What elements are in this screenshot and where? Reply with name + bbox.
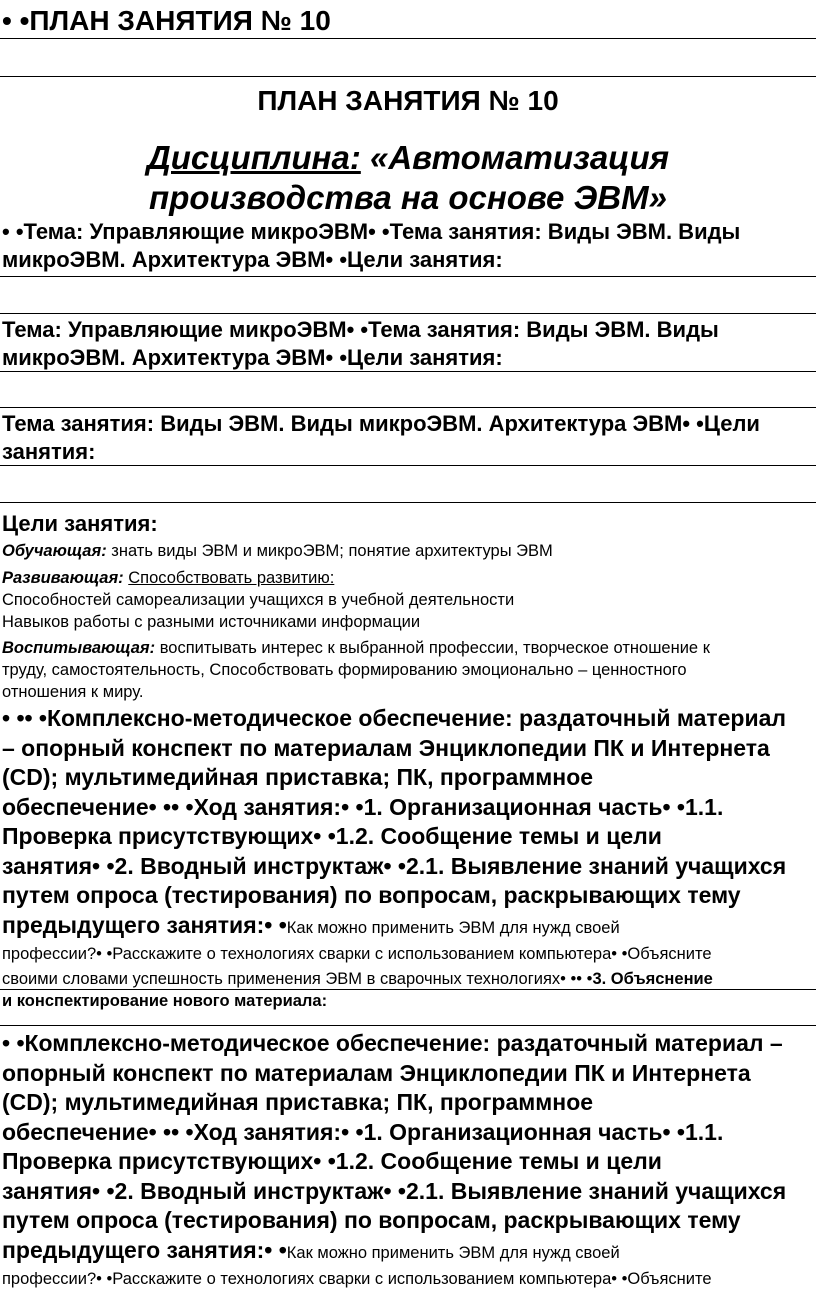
section-line-bold: 3. Объяснение <box>592 970 713 988</box>
section-line: профессии?• •Расскажите о технологиях сварки с использованием компьютера• •Объясните <box>2 945 712 963</box>
section-line-bold: предыдущего занятия:• • <box>2 1236 287 1263</box>
section-line: Проверка присутствующих• •1.2. Сообщение темы и цели <box>2 1148 662 1174</box>
section-line: путем опроса (тестирования) по вопросам, раскрывающих тему <box>2 882 741 908</box>
section-line: профессии?• •Расскажите о технологиях сварки с использованием компьютера• •Объясните <box>2 1270 712 1288</box>
goals-heading: Цели занятия: <box>2 511 158 536</box>
goal-teaching-label: Обучающая: <box>2 542 107 560</box>
section-line: (CD); мультимедийная приставка; ПК, программное <box>2 764 594 790</box>
divider <box>0 76 816 77</box>
goal-upbringing-text: воспитывать интерес к выбранной профессии, творческое отношение к <box>155 639 710 657</box>
goal-teaching <box>0 540 816 562</box>
section-line: (CD); мультимедийная приставка; ПК, программное <box>2 1089 594 1115</box>
goal-developing-item: Способностей самореализации учащихся в учебной деятельности <box>2 591 515 609</box>
goal-upbringing <box>0 637 816 703</box>
section-line <box>2 911 814 944</box>
topic-line: занятия: <box>2 439 96 464</box>
divider <box>0 465 816 466</box>
goal-teaching-text: знать виды ЭВМ и микроЭВМ; понятие архитектуры ЭВМ <box>106 542 553 560</box>
divider <box>0 1025 816 1026</box>
divider <box>0 38 816 39</box>
goal-upbringing-line: отношения к миру. <box>2 683 144 701</box>
section-line: обеспечение• •• •Ход занятия:• •1. Организационная часть• •1.1. <box>2 793 724 820</box>
question-text: своими словами успешность применения ЭВМ в сварочных технологиях• •• • <box>2 970 593 988</box>
question-text: Как можно применить ЭВМ для нужд своей <box>286 918 620 937</box>
topic-block-2 <box>0 316 816 372</box>
section-line: • •• •Комплексно-методическое обеспечение: раздаточный материал <box>2 705 787 731</box>
divider <box>0 502 816 503</box>
section-line <box>2 965 814 990</box>
header-title <box>0 4 816 38</box>
section-line: занятия• •2. Вводный инструктаж• •2.1. Выявление знаний учащихся <box>2 1177 787 1204</box>
topic-line: Тема: Управляющие микроЭВМ• •Тема занятия: Виды ЭВМ. Виды <box>2 317 719 342</box>
discipline-name-1: «Автоматизация <box>369 139 670 176</box>
discipline-line-2: производства на основе ЭВМ» <box>149 179 667 216</box>
goal-upbringing-label: Воспитывающая: <box>2 639 156 657</box>
divider <box>0 313 816 314</box>
section-line: Проверка присутствующих• •1.2. Сообщение темы и цели <box>2 823 662 849</box>
goal-developing <box>0 567 816 633</box>
section-line <box>2 1236 814 1269</box>
discipline-label: Дисциплина: <box>146 139 361 176</box>
question-text: Как можно применить ЭВМ для нужд своей <box>286 1243 620 1262</box>
goal-developing-intro: Способствовать развитию: <box>128 569 335 587</box>
divider <box>0 407 816 408</box>
section-line: опорный конспект по материалам Энциклопедии ПК и Интернета <box>2 1059 751 1086</box>
header-title-text: ПЛАН ЗАНЯТИЯ № 10 <box>29 5 331 36</box>
divider <box>0 371 816 372</box>
topic-line: Тема занятия: Виды ЭВМ. Виды микроЭВМ. Архитектура ЭВМ• •Цели <box>2 411 760 436</box>
section-line: • •Комплексно-методическое обеспечение: раздаточный материал – <box>2 1030 783 1056</box>
goal-developing-line <box>2 567 814 589</box>
discipline-line-1 <box>2 138 814 178</box>
methodical-section-2 <box>0 1029 816 1290</box>
section-line-bold: предыдущего занятия:• • <box>2 911 287 938</box>
page-title: ПЛАН ЗАНЯТИЯ № 10 <box>257 85 559 116</box>
divider <box>0 276 816 277</box>
goal-upbringing-line: труду, самостоятельность, Способствовать формированию эмоционально – ценностного <box>2 661 687 679</box>
topic-block-3 <box>0 410 816 466</box>
section-line: обеспечение• •• •Ход занятия:• •1. Организационная часть• •1.1. <box>2 1118 724 1145</box>
goal-developing-label: Развивающая: <box>2 569 124 587</box>
topic-line: микроЭВМ. Архитектура ЭВМ• •Цели занятия: <box>2 247 503 272</box>
topic-block-1 <box>0 218 816 274</box>
topic-line: микроЭВМ. Архитектура ЭВМ• •Цели занятия: <box>2 345 503 370</box>
section-line: – опорный конспект по материалам Энциклопедии ПК и Интернета <box>2 734 770 761</box>
topic-line: • •Тема: Управляющие микроЭВМ• •Тема занятия: Виды ЭВМ. Виды <box>2 219 741 244</box>
methodical-section-1 <box>0 704 816 1012</box>
goal-upbringing-line <box>2 637 814 659</box>
divider <box>0 989 816 990</box>
section-line: занятия• •2. Вводный инструктаж• •2.1. Выявление знаний учащихся <box>2 852 787 879</box>
section-line: и конспектирование нового материала: <box>2 992 328 1010</box>
discipline-heading <box>0 138 816 218</box>
goal-developing-item: Навыков работы с разными источниками информации <box>2 613 421 631</box>
header-bullets: • • <box>2 5 30 36</box>
section-line: путем опроса (тестирования) по вопросам, раскрывающих тему <box>2 1207 741 1233</box>
